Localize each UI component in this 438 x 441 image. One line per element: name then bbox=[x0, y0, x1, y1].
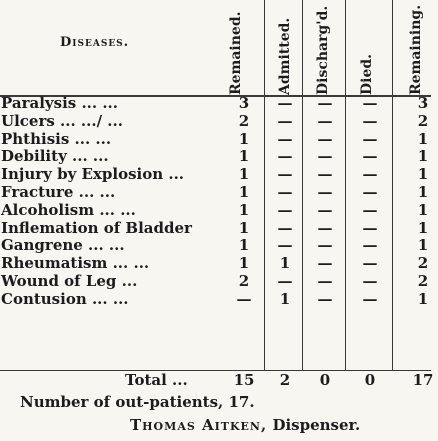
table-cell: 1 bbox=[417, 165, 429, 184]
disease-name: Contusion ... ... bbox=[1, 289, 129, 308]
table-row bbox=[0, 255, 431, 273]
column-header-died: Died. bbox=[359, 53, 375, 95]
table-cell: 2 bbox=[238, 111, 250, 130]
table-row bbox=[0, 273, 431, 291]
table-cell: 1 bbox=[417, 182, 429, 201]
table-cell: 1 bbox=[279, 289, 291, 308]
table-cell: — bbox=[362, 236, 378, 255]
table-cell: 2 bbox=[417, 271, 429, 290]
signature-name: Thomas Aitken, bbox=[130, 416, 268, 434]
total-discharged: 0 bbox=[319, 371, 331, 389]
table-cell: — bbox=[362, 218, 378, 237]
table-cell: — bbox=[362, 271, 378, 290]
signature bbox=[130, 416, 360, 434]
table-cell: 1 bbox=[417, 129, 429, 148]
table-cell: — bbox=[317, 254, 333, 273]
disease-name: Fracture ... ... bbox=[1, 182, 116, 201]
table-cell: — bbox=[277, 200, 293, 219]
table-cell: — bbox=[317, 182, 333, 201]
table-cell: 1 bbox=[417, 200, 429, 219]
diseases-heading: Diseases. bbox=[60, 35, 130, 50]
table-cell: 1 bbox=[238, 254, 250, 273]
table-row bbox=[0, 291, 431, 309]
table-row bbox=[0, 148, 431, 166]
table-cell: — bbox=[236, 289, 252, 308]
table-cell: — bbox=[317, 218, 333, 237]
total-label: Total ... bbox=[125, 371, 188, 389]
disease-name: Rheumatism ... ... bbox=[1, 254, 150, 273]
disease-rows bbox=[0, 95, 431, 309]
outpatients-note: Number of out-patients, 17. bbox=[20, 393, 255, 411]
table-cell: — bbox=[277, 271, 293, 290]
signature-role: Dispenser. bbox=[267, 416, 361, 434]
table-cell: — bbox=[317, 147, 333, 166]
table-cell: 1 bbox=[279, 254, 291, 273]
table-cell: 1 bbox=[238, 147, 250, 166]
disease-name: Ulcers ... .../ ... bbox=[1, 111, 123, 130]
disease-name: Phthisis ... ... bbox=[1, 129, 112, 148]
total-row bbox=[0, 371, 434, 391]
table-row bbox=[0, 95, 431, 113]
column-header-admitted: Admitted. bbox=[277, 17, 293, 95]
table-row bbox=[0, 202, 431, 220]
table-cell: — bbox=[317, 236, 333, 255]
total-remained: 15 bbox=[233, 371, 255, 389]
total-remaining: 17 bbox=[412, 371, 434, 389]
table-cell: 1 bbox=[417, 147, 429, 166]
table-cell: 2 bbox=[417, 254, 429, 273]
disease-name: Paralysis ... ... bbox=[1, 94, 118, 112]
table-cell: — bbox=[277, 236, 293, 255]
column-header-discharged: Discharg'd. bbox=[315, 5, 331, 95]
total-admitted: 2 bbox=[279, 371, 291, 389]
table-cell: — bbox=[362, 289, 378, 308]
table-row bbox=[0, 166, 431, 184]
total-died: 0 bbox=[364, 371, 376, 389]
table-cell: — bbox=[362, 182, 378, 201]
table-cell: — bbox=[317, 289, 333, 308]
table-cell: 3 bbox=[417, 94, 429, 112]
table-row bbox=[0, 131, 431, 149]
table-cell: 3 bbox=[238, 94, 250, 112]
column-header-remaining: Remaining. bbox=[408, 4, 424, 95]
table-cell: — bbox=[362, 94, 378, 112]
table-cell: 1 bbox=[238, 182, 250, 201]
table-cell: — bbox=[317, 165, 333, 184]
table-row bbox=[0, 237, 431, 255]
table-cell: — bbox=[362, 129, 378, 148]
table-cell: — bbox=[317, 111, 333, 130]
table-cell: — bbox=[277, 218, 293, 237]
table-cell: 1 bbox=[238, 236, 250, 255]
table-row bbox=[0, 184, 431, 202]
table-cell: — bbox=[277, 165, 293, 184]
table-cell: — bbox=[362, 200, 378, 219]
table-cell: — bbox=[317, 200, 333, 219]
table-cell: — bbox=[317, 271, 333, 290]
table-cell: 1 bbox=[238, 200, 250, 219]
disease-name: Gangrene ... ... bbox=[1, 236, 125, 255]
disease-name: Debility ... ... bbox=[1, 147, 109, 166]
disease-name: Alcoholism ... ... bbox=[1, 200, 136, 219]
table-cell: 1 bbox=[417, 236, 429, 255]
table-cell: — bbox=[277, 147, 293, 166]
table-cell: 2 bbox=[417, 111, 429, 130]
table-row bbox=[0, 220, 431, 238]
table-cell: — bbox=[277, 182, 293, 201]
disease-name: Wound of Leg ... bbox=[1, 271, 138, 290]
table-cell: 1 bbox=[238, 129, 250, 148]
table-row bbox=[0, 113, 431, 131]
table-cell: — bbox=[362, 165, 378, 184]
table-cell: 1 bbox=[417, 218, 429, 237]
table-cell: — bbox=[317, 129, 333, 148]
table-cell: — bbox=[362, 147, 378, 166]
table-cell: — bbox=[362, 111, 378, 130]
table-cell: — bbox=[277, 94, 293, 112]
table-cell: 1 bbox=[238, 218, 250, 237]
column-header-remained: Remained. bbox=[228, 11, 244, 95]
disease-name: Injury by Explosion ... bbox=[1, 165, 185, 184]
disease-name: Inflemation of Bladder bbox=[1, 218, 192, 237]
table-cell: — bbox=[362, 254, 378, 273]
table-cell: — bbox=[277, 129, 293, 148]
table-cell: — bbox=[277, 111, 293, 130]
table-cell: 1 bbox=[238, 165, 250, 184]
table-cell: — bbox=[317, 94, 333, 112]
table-cell: 2 bbox=[238, 271, 250, 290]
table-cell: 1 bbox=[417, 289, 429, 308]
